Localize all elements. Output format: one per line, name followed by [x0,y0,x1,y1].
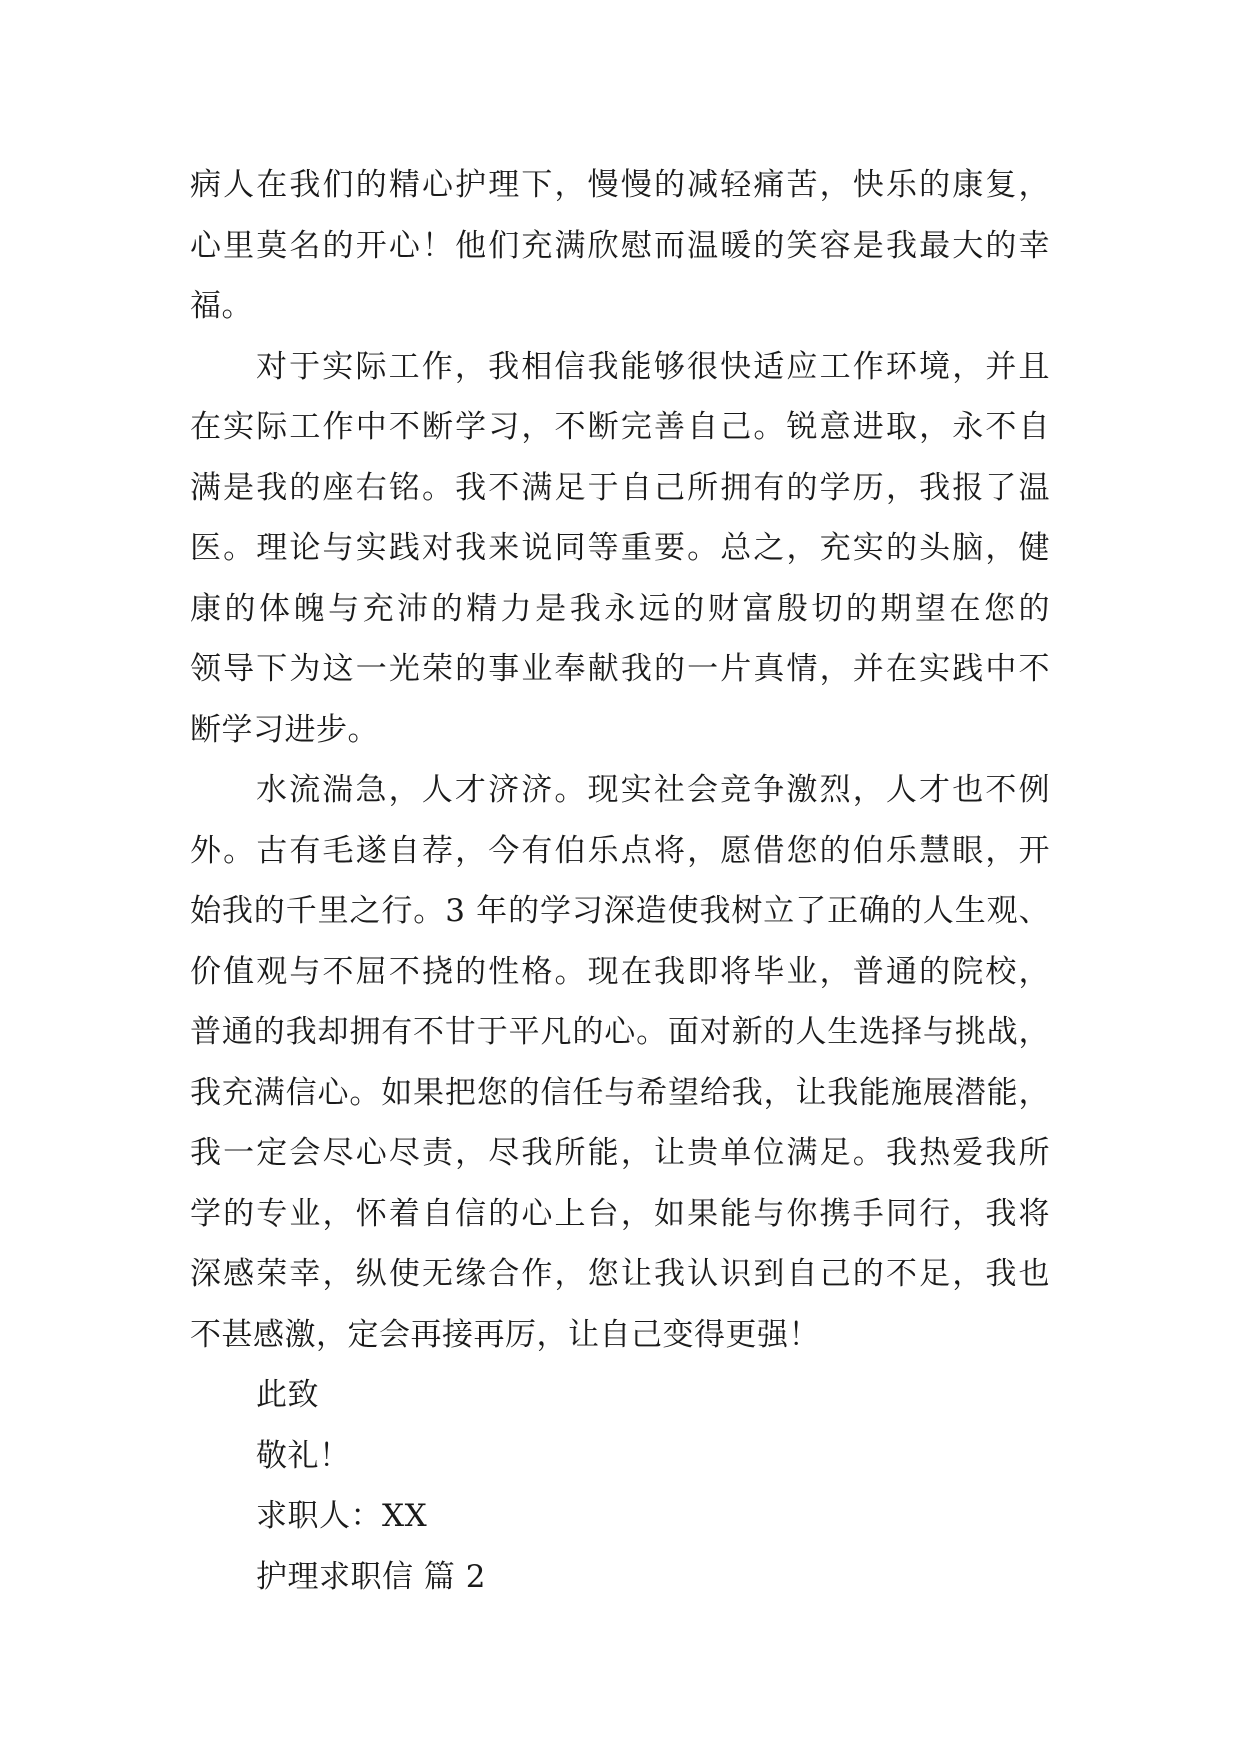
paragraph-line: 水流湍急，人才济济。现实社会竞争激烈，人才也不例 [256,772,1050,808]
paragraph-line: 外。古有毛遂自荐，今有伯乐点将，愿借您的伯乐慧眼，开 [190,832,1050,869]
paragraph-line: 我充满信心。如果把您的信任与希望给我，让我能施展潜能， [190,1074,1050,1111]
paragraph-1 [190,155,1050,337]
signature: 求职人：XX [256,1498,428,1534]
paragraph-line: 普通的我却拥有不甘于平凡的心。面对新的人生选择与挑战， [190,1014,1050,1050]
paragraph-line: 学的专业，怀着自信的心上台，如果能与你携手同行，我将 [190,1195,1050,1232]
paragraph-line: 在实际工作中不断学习，不断完善自己。锐意进取，永不自 [190,409,1050,445]
paragraph-line: 深感荣幸，纵使无缘合作，您让我认识到自己的不足，我也 [190,1256,1050,1292]
paragraph-line: 福。 [190,288,253,324]
paragraph-line: 价值观与不屈不挠的性格。现在我即将毕业，普通的院校， [190,953,1050,990]
paragraph-line: 心里莫名的开心！他们充满欣慰而温暖的笑容是我最大的幸 [190,227,1050,264]
paragraph-line: 始我的千里之行。3 年的学习深造使我树立了正确的人生观、 [190,893,1050,929]
paragraph-line: 康的体魄与充沛的精力是我永远的财富殷切的期望在您的 [190,590,1050,627]
paragraph-line: 医。理论与实践对我来说同等重要。总之，充实的头脑，健 [190,530,1050,566]
section-heading: 护理求职信 篇 2 [256,1558,486,1595]
paragraph-2 [190,337,1050,761]
paragraph-line: 病人在我们的精心护理下，慢慢的减轻痛苦，快乐的康复， [190,167,1050,203]
paragraph-line: 我一定会尽心尽责，尽我所能，让贵单位满足。我热爱我所 [190,1135,1050,1171]
paragraph-3 [190,760,1050,1365]
paragraph-line: 断学习进步。 [190,711,379,748]
salutation: 此致 [256,1377,319,1413]
paragraph-line: 对于实际工作，我相信我能够很快适应工作环境，并且 [256,348,1050,385]
regards: 敬礼！ [256,1437,351,1474]
closing-block [190,1365,1050,1607]
paragraph-line: 领导下为这一光荣的事业奉献我的一片真情，并在实践中不 [190,651,1050,687]
paragraph-line: 不甚感激，定会再接再厉，让自己变得更强！ [190,1316,820,1353]
letter-body [190,155,1050,1607]
paragraph-line: 满是我的座右铭。我不满足于自己所拥有的学历，我报了温 [190,469,1050,506]
